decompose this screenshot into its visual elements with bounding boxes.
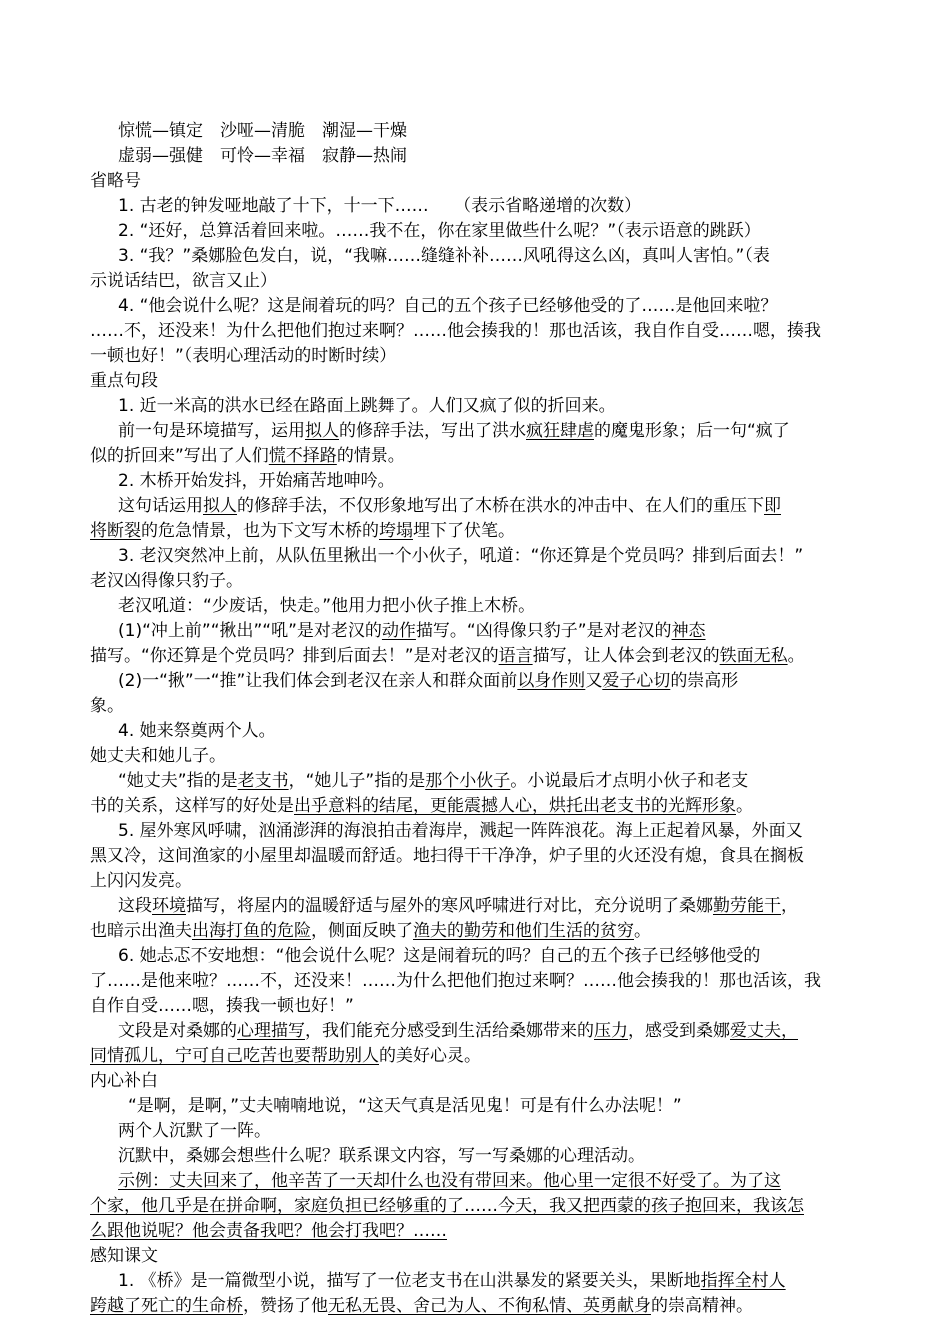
sentence-3-line-3: 老汉吼道：“少废话，快走。”他用力把小伙子推上木桥。	[118, 596, 536, 616]
answer-underline: 压力	[594, 1021, 628, 1041]
inner-example-line-2: 个家，他几乎是在拼命啊，家庭负担已经够重的了……今天，我又把西蒙的孩子抱回来，我该怎	[90, 1196, 804, 1216]
section-heading-ellipsis: 省略号	[90, 171, 141, 191]
section-heading-perceive: 感知课文	[90, 1246, 158, 1266]
sentence-5-analysis-line-2: 也暗示出渔夫出海打鱼的危险，侧面反映了渔夫的勤劳和他们生活的贫穷。	[90, 921, 651, 941]
answer-underline: 将断裂	[90, 521, 141, 541]
sentence-3-line-1: 3. 老汉突然冲上前，从队伍里揪出一个小伙子，吼道：“你还算是个党员吗？排到后面去！”	[118, 546, 804, 566]
inner-example-line-1: 示例：丈夫回来了，他辛苦了一天却什么也没有带回来。他心里一定很不好受了。为了这	[118, 1171, 781, 1191]
sentence-4-analysis-line-2: 书的关系，这样写的好处是出乎意料的结尾，更能震撼人心，烘托出老支书的光辉形象。	[90, 796, 753, 816]
answer-underline: 爱丈夫，	[730, 1021, 798, 1041]
section-heading-key-sentences: 重点句段	[90, 371, 158, 391]
sentence-2-analysis-line-2: 将断裂的危急情景，也为下文写木桥的垮塌埋下了伏笔。	[90, 521, 515, 541]
sentence-3-point-2-line-1: (2)一“揪”一“推”让我们体会到老汉在亲人和群众面前以身作则又爱子心切的崇高形	[118, 671, 739, 691]
section-heading-inner-monologue: 内心补白	[90, 1071, 158, 1091]
sentence-6-analysis-line-1: 文段是对桑娜的心理描写，我们能充分感受到生活给桑娜带来的压力，感受到桑娜爱丈夫，	[118, 1021, 798, 1041]
sentence-5-line-3: 上闪闪发亮。	[90, 871, 192, 891]
sentence-2-analysis-line-1: 这句话运用拟人的修辞手法，不仅形象地写出了木桥在洪水的冲击中、在人们的重压下即	[118, 496, 781, 516]
antonym-row-2: 虚弱—强健 可怜—幸福 寂静—热闹	[118, 146, 407, 166]
sentence-3-line-2: 老汉凶得像只豹子。	[90, 571, 243, 591]
sentence-1-analysis-line-2: 似的折回来”写出了人们慌不择路的情景。	[90, 446, 405, 466]
inner-example-line-3: 么跟他说呢？他会责备我吧？他会打我吧？……	[90, 1221, 447, 1241]
sentence-3-point-2-line-2: 象。	[90, 696, 124, 716]
answer-underline: 同情孤儿，宁可自己吃苦也要帮助别人	[90, 1046, 379, 1066]
answer-underline: 渔夫的勤劳和他们生活的贫穷	[413, 921, 634, 941]
inner-line-1: “是啊，是啊，”丈夫喃喃地说，“这天气真是活见鬼！可是有什么办法呢！”	[128, 1096, 682, 1116]
sentence-4-analysis-line-1: “她丈夫”指的是老支书，“她儿子”指的是那个小伙子。小说最后才点明小伙子和老支	[118, 771, 749, 791]
sentence-6-line-2: 了……是他来啦？……不，还没来！……为什么把他们抱过来啊？……他会揍我的！那也活该，我	[90, 971, 821, 991]
inner-line-3: 沉默中，桑娜会想些什么呢？联系课文内容，写一写桑娜的心理活动。	[118, 1146, 645, 1166]
answer-underline: 语言	[498, 646, 533, 666]
sentence-4-line-1: 4. 她来祭奠两个人。	[118, 721, 276, 741]
answer-underline: 神态	[671, 621, 706, 641]
ellipsis-item-2: 2. “还好，总算活着回来啦。……我不在，你在家里做些什么呢？”（表示语意的跳跃）	[118, 221, 761, 241]
perceive-line-2: 跨越了死亡的生命桥，赞扬了他无私无畏、舍己为人、不徇私情、英勇献身的崇高精神。	[90, 1296, 753, 1316]
answer-underline: 跨越了死亡的生命桥	[90, 1296, 243, 1316]
ellipsis-item-1: 1. 古老的钟发哑地敲了十下，十一下…… （表示省略递增的次数）	[118, 196, 642, 216]
sentence-5-line-2: 黑又冷，这间渔家的小屋里却温暖而舒适。地扫得干干净净，炉子里的火还没有熄，食具在搁板	[90, 846, 804, 866]
sentence-5-line-1: 5. 屋外寒风呼啸，汹涌澎湃的海浪拍击着海岸，溅起一阵阵浪花。海上正起着风暴，外面又	[118, 821, 803, 841]
answer-underline: 出乎意料的结尾，更能震撼人心，烘托出老支书的光辉形象	[294, 796, 736, 816]
sentence-1: 1. 近一米高的洪水已经在路面上跳舞了。人们又疯了似的折回来。	[118, 396, 616, 416]
answer-underline: 出海打鱼的危险	[192, 921, 311, 941]
answer-underline: 老支书	[237, 771, 289, 791]
ellipsis-item-3-line-2: 示说话结巴，欲言又止）	[90, 271, 277, 291]
answer-underline: 无私无畏、舍己为人、不徇私情、英勇献身	[328, 1296, 651, 1316]
answer-underline: 环境	[152, 896, 186, 916]
answer-underline: 爱子心切	[602, 671, 671, 691]
ellipsis-item-3-line-1: 3. “我？”桑娜脸色发白，说，“我嘛……缝缝补补……风吼得这么凶，真叫人害怕。”（表	[118, 246, 770, 266]
sentence-2: 2. 木桥开始发抖，开始痛苦地呻吟。	[118, 471, 395, 491]
answer-underline: 慌不择路	[268, 446, 337, 466]
sentence-6-line-1: 6. 她忐忑不安地想：“他会说什么呢？这是闹着玩的吗？自己的五个孩子已经够他受的	[118, 946, 761, 966]
ellipsis-item-4-line-1: 4. “他会说什么呢？这是闹着玩的吗？自己的五个孩子已经够他受的了……是他回来啦？	[118, 296, 778, 316]
antonym-row-1: 惊慌—镇定 沙哑—清脆 潮湿—干燥	[118, 121, 407, 141]
answer-underline: 那个小伙子	[425, 771, 511, 791]
answer-underline: 动作	[381, 621, 416, 641]
sentence-3-point-1-line-1: (1)“冲上前”“揪出”“吼”是对老汉的动作描写。“凶得像只豹子”是对老汉的神态	[118, 621, 706, 641]
sentence-5-analysis-line-1: 这段环境描写，将屋内的温暖舒适与屋外的寒风呼啸进行对比，充分说明了桑娜勤劳能干，	[118, 896, 798, 916]
answer-underline: 铁面无私	[719, 646, 788, 666]
inner-line-2: 两个人沉默了一阵。	[118, 1121, 271, 1141]
ellipsis-item-4-line-3: 一顿也好！”（表明心理活动的时断时续）	[90, 346, 397, 366]
sentence-6-analysis-line-2: 同情孤儿，宁可自己吃苦也要帮助别人的美好心灵。	[90, 1046, 481, 1066]
answer-underline: 勤劳能干	[713, 896, 781, 916]
ellipsis-item-4-line-2: ……不，还没来！为什么把他们抱过来啊？……他会揍我的！那也活该，我自作自受……嗯，揍我	[90, 321, 821, 341]
sentence-1-analysis-line-1: 前一句是环境描写，运用拟人的修辞手法，写出了洪水疯狂肆虐的魔鬼形象；后一句“疯了	[118, 421, 790, 441]
answer-underline: 心理描写	[237, 1021, 305, 1041]
sentence-3-point-1-line-2: 描写。“你还算是个党员吗？排到后面去！”是对老汉的语言描写，让人体会到老汉的铁面无私。	[90, 646, 805, 666]
perceive-line-1: 1. 《桥》是一篇微型小说，描写了一位老支书在山洪暴发的紧要关头，果断地指挥全村人	[118, 1271, 786, 1291]
answer-underline: 以身作则	[517, 671, 586, 691]
answer-underline: 拟人	[203, 496, 237, 516]
answer-underline: 即	[764, 496, 781, 516]
sentence-6-line-3: 自作自受……嗯，揍我一顿也好！”	[90, 996, 354, 1016]
answer-underline: 拟人	[305, 421, 339, 441]
answer-underline: 指挥全村人	[700, 1271, 786, 1291]
sentence-4-line-2: 她丈夫和她儿子。	[90, 746, 226, 766]
answer-underline: 疯狂肆虐	[526, 421, 594, 441]
answer-underline: 垮塌	[379, 521, 413, 541]
